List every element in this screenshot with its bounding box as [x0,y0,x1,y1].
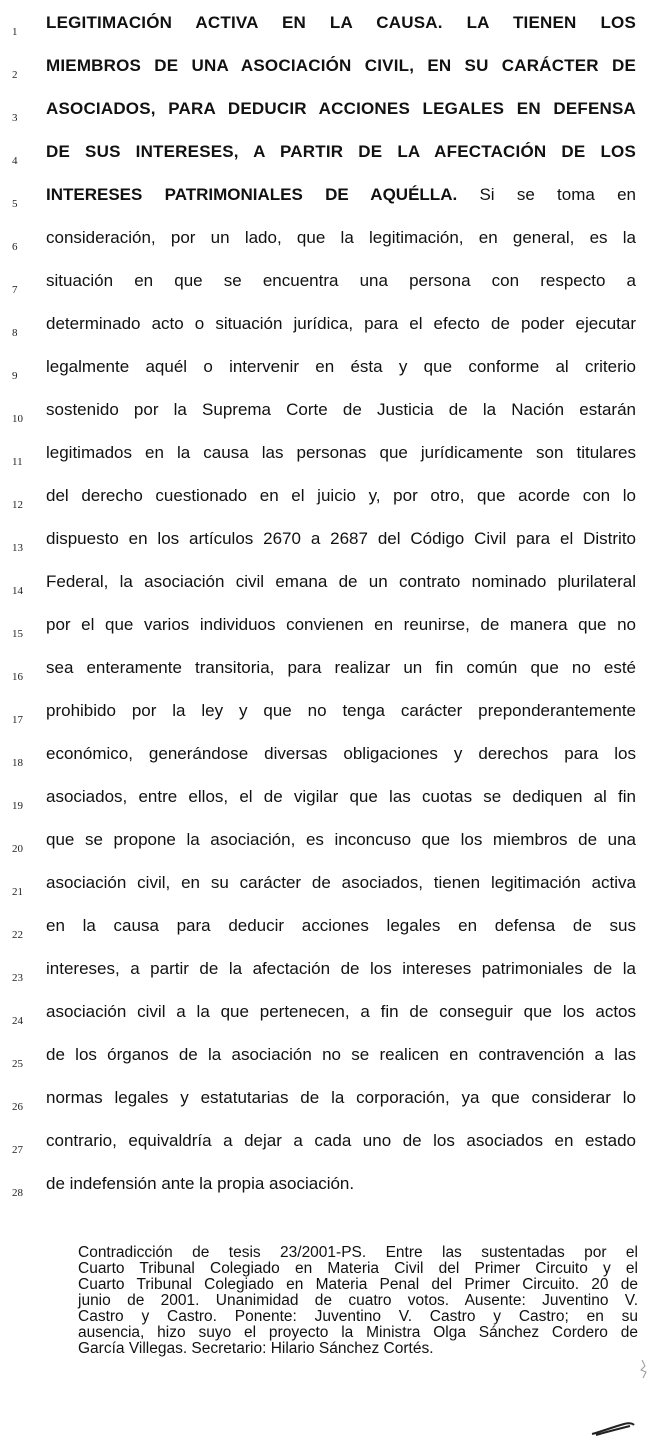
text-line [0,958,667,1002]
body-text: legitimados en la causa las personas que jurídicamente son titulares [46,443,636,462]
body-text: contrario, equivaldría a dejar a cada uno de los asociados en estado [46,1131,636,1150]
line-number: 24 [12,1015,23,1027]
text-line [0,872,667,916]
body-text: situación en que se encuentra una persona con respecto a [46,271,636,290]
line-number: 25 [12,1058,23,1070]
text-line [0,743,667,787]
line-number: 2 [12,69,18,81]
line-number: 20 [12,843,23,855]
body-text: determinado acto o situación jurídica, para el efecto de poder ejecutar [46,314,636,333]
stamp-mark [639,1358,653,1380]
body-text: asociados, entre ellos, el de vigilar que las cuotas se dediquen al fin [46,787,636,806]
text-line [0,270,667,314]
line-number: 15 [12,628,23,640]
body-text: Federal, la asociación civil emana de un contrato nominado plurilateral [46,572,636,591]
thesis-heading-end: INTERESES PATRIMONIALES DE AQUÉLLA. [46,185,458,204]
body-text: sostenido por la Suprema Corte de Justicia de la Nación estarán [46,400,636,419]
line-number: 5 [12,198,18,210]
text-line [0,915,667,959]
body-text: dispuesto en los artículos 2670 a 2687 del Código Civil para el Distrito [46,529,636,548]
line-number: 3 [12,112,18,124]
body-text: sea enteramente transitoria, para realizar un fin común que no esté [46,658,636,677]
line-number: 23 [12,972,23,984]
thesis-heading: LEGITIMACIÓN ACTIVA EN LA CAUSA. LA TIENEN LOS [46,13,636,32]
body-text: consideración, por un lado, que la legitimación, en general, es la [46,228,636,247]
text-line [0,356,667,400]
body-text: Si se toma en [457,185,637,204]
line-number: 27 [12,1144,23,1156]
text-line [0,1130,667,1174]
citation-line: Castro y Castro. Ponente: Juventino V. Castro y Castro; en su [78,1308,638,1325]
body-text: de indefensión ante la propia asociación. [46,1174,355,1193]
body-text: en la causa para deducir acciones legales en defensa de sus [46,916,636,935]
body-text: legalmente aquél o intervenir en ésta y que conforme al criterio [46,357,636,376]
citation-block [78,1245,638,1357]
signature-rubric [590,1420,636,1438]
citation-line: Cuarto Tribunal Colegiado en Materia Penal del Primer Circuito. 20 de [78,1276,638,1293]
body-text: normas legales y estatutarias de la corporación, ya que considerar lo [46,1088,636,1107]
line-number: 17 [12,714,23,726]
text-line [0,700,667,744]
line-number: 4 [12,155,18,167]
text-line [0,141,667,185]
text-line [0,1087,667,1131]
text-line [0,184,667,228]
body-text: asociación civil a la que pertenecen, a fin de conseguir que los actos [46,1002,636,1021]
text-line [0,12,667,56]
thesis-heading: MIEMBROS DE UNA ASOCIACIÓN CIVIL, EN SU CARÁCTER DE [46,56,636,75]
text-line [0,227,667,271]
line-text [46,184,636,206]
text-line [0,442,667,486]
text-line [0,829,667,873]
body-text: de los órganos de la asociación no se realicen en contravención a las [46,1045,636,1064]
text-line [0,1001,667,1045]
line-number: 26 [12,1101,23,1113]
line-number: 19 [12,800,23,812]
line-number: 18 [12,757,23,769]
text-line [0,657,667,701]
text-line [0,614,667,658]
line-number: 10 [12,413,23,425]
citation-line: Cuarto Tribunal Colegiado en Materia Civil del Primer Circuito y el [78,1260,638,1277]
body-text: intereses, a partir de la afectación de los intereses patrimoniales de la [46,959,636,978]
body-text: que se propone la asociación, es inconcuso que los miembros de una [46,830,636,849]
line-number: 12 [12,499,23,511]
text-line [0,313,667,357]
text-line [0,1173,667,1217]
line-number: 14 [12,585,23,597]
line-number: 11 [12,456,23,468]
line-number: 13 [12,542,23,554]
line-number: 9 [12,370,18,382]
body-text: prohibido por la ley y que no tenga carácter preponderantemente [46,701,636,720]
text-line [0,571,667,615]
citation-line: junio de 2001. Unanimidad de cuatro votos. Ausente: Juventino V. [78,1292,638,1309]
line-number: 21 [12,886,23,898]
line-number: 16 [12,671,23,683]
line-number: 1 [12,26,18,38]
text-line [0,98,667,142]
citation-line: Contradicción de tesis 23/2001-PS. Entre las sustentadas por el [78,1244,638,1261]
line-number: 8 [12,327,18,339]
line-number: 6 [12,241,18,253]
body-text: económico, generándose diversas obligaciones y derechos para los [46,744,636,763]
text-line [0,485,667,529]
text-line [0,786,667,830]
citation-line: ausencia, hizo suyo el proyecto la Ministra Olga Sánchez Cordero de [78,1324,638,1341]
text-line [0,399,667,443]
line-number: 22 [12,929,23,941]
text-line [0,1044,667,1088]
citation-line: García Villegas. Secretario: Hilario Sánchez Cortés. [78,1340,434,1357]
body-text: asociación civil, en su carácter de asociados, tienen legitimación activa [46,873,636,892]
body-text: por el que varios individuos convienen en reunirse, de manera que no [46,615,636,634]
line-number: 7 [12,284,18,296]
text-line [0,55,667,99]
thesis-heading: ASOCIADOS, PARA DEDUCIR ACCIONES LEGALES EN DEFENSA [46,99,636,118]
body-text: del derecho cuestionado en el juicio y, por otro, que acorde con lo [46,486,636,505]
text-line [0,528,667,572]
line-number: 28 [12,1187,23,1199]
thesis-heading: DE SUS INTERESES, A PARTIR DE LA AFECTACIÓN DE LOS [46,142,636,161]
